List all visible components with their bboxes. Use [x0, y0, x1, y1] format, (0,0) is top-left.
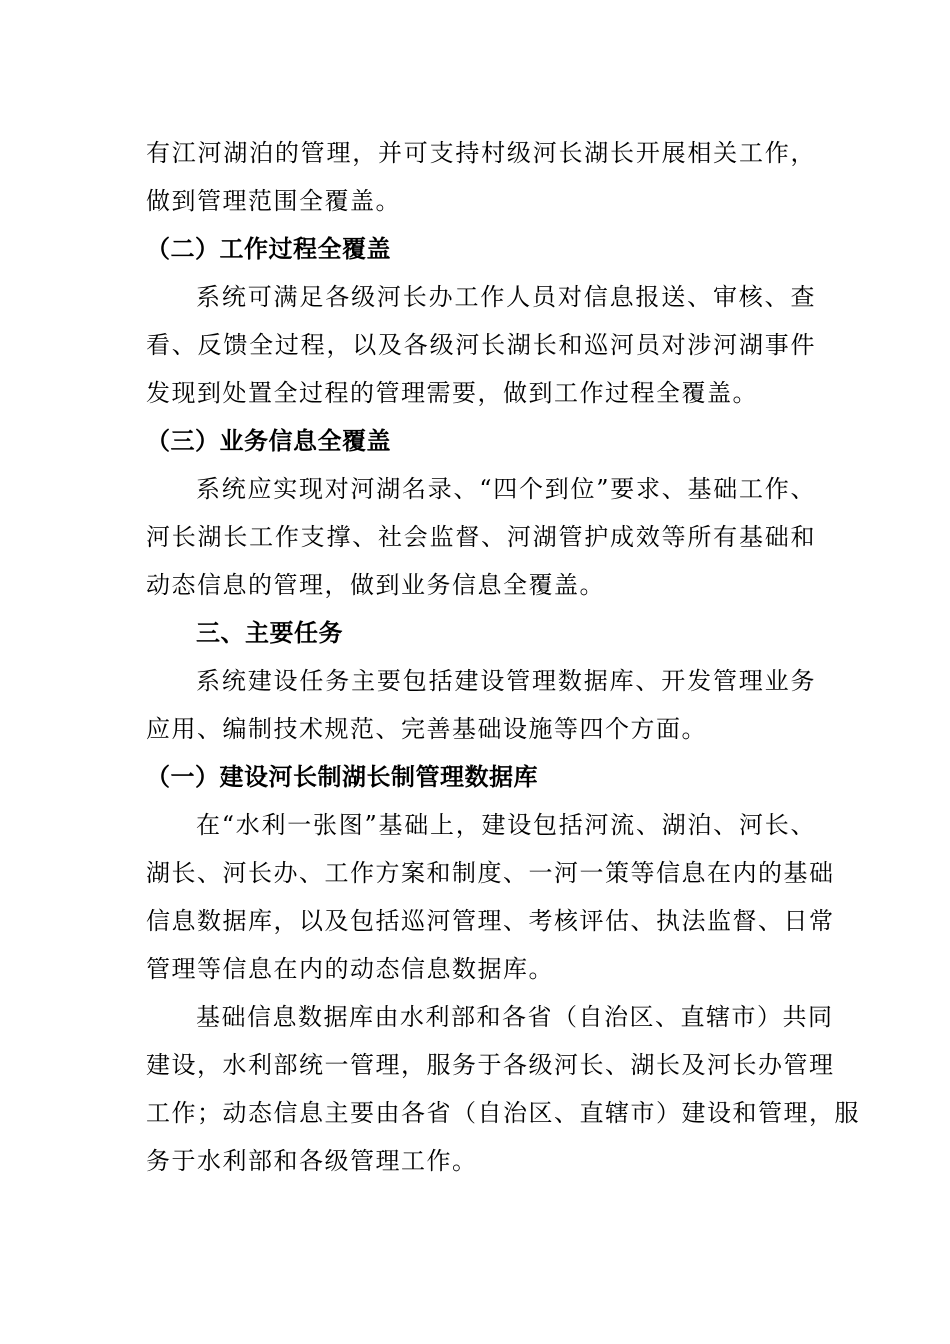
section-heading: （二）工作过程全覆盖 [146, 235, 391, 263]
body-text-line: 系统应实现对河湖名录、“四个到位”要求、基础工作、 [196, 475, 816, 503]
body-text-line: 基础信息数据库由水利部和各省（自治区、直辖市）共同 [196, 1003, 834, 1031]
body-text-line: 应用、编制技术规范、完善基础设施等四个方面。 [146, 715, 707, 743]
body-text-line: 工作；动态信息主要由各省（自治区、直辖市）建设和管理，服 [146, 1099, 860, 1127]
body-text-line: 在“水利一张图”基础上，建设包括河流、湖泊、河长、 [196, 811, 816, 839]
chapter-heading: 三、主要任务 [196, 619, 343, 647]
section-heading: （三）业务信息全覆盖 [146, 427, 391, 455]
section-heading: （一）建设河长制湖长制管理数据库 [146, 763, 538, 791]
body-text-line: 发现到处置全过程的管理需要，做到工作过程全覆盖。 [146, 379, 758, 407]
body-text-line: 做到管理范围全覆盖。 [146, 187, 401, 215]
body-text-line: 务于水利部和各级管理工作。 [146, 1147, 478, 1175]
body-text-line: 看、反馈全过程，以及各级河长湖长和巡河员对涉河湖事件 [146, 331, 816, 359]
body-text-line: 建设，水利部统一管理，服务于各级河长、湖长及河长办管理 [146, 1051, 835, 1079]
body-text-line: 动态信息的管理，做到业务信息全覆盖。 [146, 571, 605, 599]
body-text-line: 系统建设任务主要包括建设管理数据库、开发管理业务 [196, 667, 816, 695]
body-text-line: 信息数据库，以及包括巡河管理、考核评估、执法监督、日常 [146, 907, 835, 935]
body-text-line: 湖长、河长办、工作方案和制度、一河一策等信息在内的基础 [146, 859, 835, 887]
body-text-line: 系统可满足各级河长办工作人员对信息报送、审核、查 [196, 283, 816, 311]
body-text-line: 河长湖长工作支撑、社会监督、河湖管护成效等所有基础和 [146, 523, 816, 551]
body-text-line: 有江河湖泊的管理，并可支持村级河长湖长开展相关工作， [146, 139, 816, 167]
body-text-line: 管理等信息在内的动态信息数据库。 [146, 955, 554, 983]
